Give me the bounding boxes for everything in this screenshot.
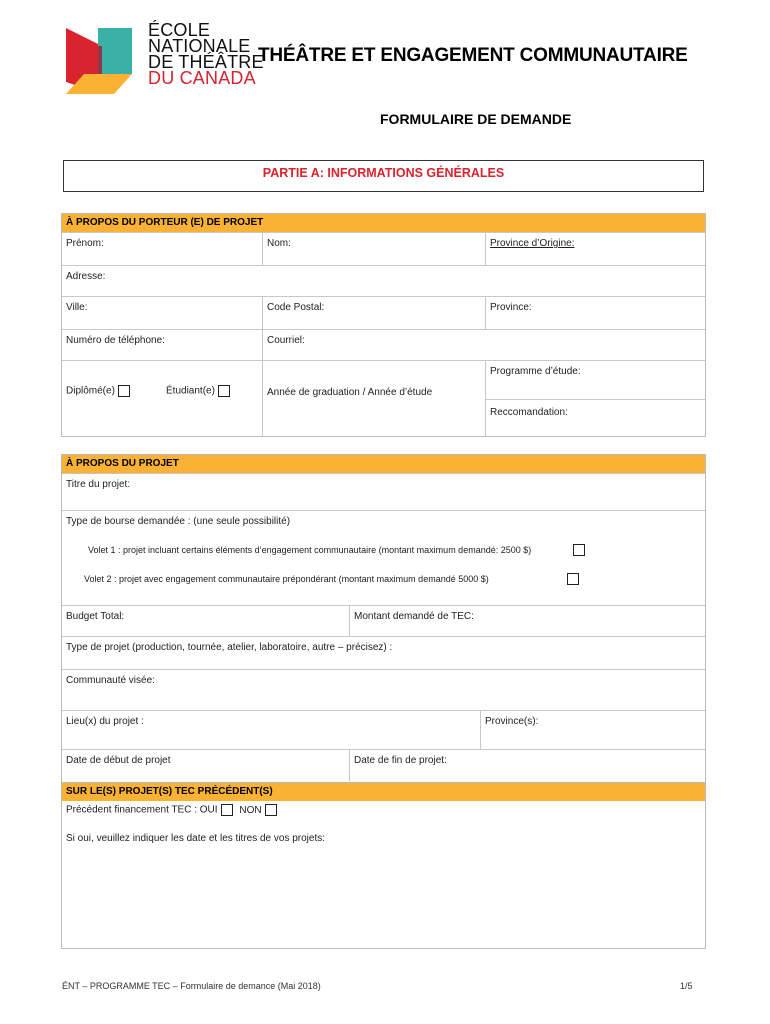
footer-text: ÉNT – PROGRAMME TEC – Formulaire de demance (Mai 2018) xyxy=(62,981,321,991)
financement-question xyxy=(66,804,277,816)
volet1-option[interactable] xyxy=(570,544,585,556)
budget-field[interactable]: Budget Total: xyxy=(66,611,125,622)
titre-field[interactable]: Titre du projet: xyxy=(66,479,131,490)
programme-field[interactable]: Programme d’étude: xyxy=(490,366,581,377)
nom-field[interactable]: Nom: xyxy=(267,238,291,249)
section-projet-heading: À PROPOS DU PROJET xyxy=(62,455,705,473)
type-projet-field[interactable]: Type de projet (production, tournée, atelier, laboratoire, autre – précisez) : xyxy=(66,642,393,653)
precedents-body xyxy=(62,801,705,941)
code-postal-field[interactable]: Code Postal: xyxy=(267,302,325,313)
montant-field[interactable]: Montant demandé de TEC: xyxy=(354,611,474,622)
communaute-field[interactable]: Communauté visée: xyxy=(66,675,155,686)
logo-line-3: DE THÉÂTRE xyxy=(148,52,264,72)
section-projet xyxy=(61,454,706,791)
ville-field[interactable]: Ville: xyxy=(66,302,88,313)
row-ville xyxy=(62,296,705,329)
courriel-field[interactable]: Courriel: xyxy=(267,335,305,346)
row-titre xyxy=(62,473,705,510)
section-porteur xyxy=(61,213,706,437)
row-contact xyxy=(62,329,705,360)
row-bourse xyxy=(62,510,705,605)
date-debut-field[interactable]: Date de début de projet xyxy=(66,755,171,766)
non-label: NON xyxy=(239,804,262,816)
logo-line-1: ÉCOLE xyxy=(148,20,211,40)
non-checkbox[interactable] xyxy=(265,804,277,816)
logo-line-2: NATIONALE xyxy=(148,36,251,56)
row-lieu xyxy=(62,710,705,749)
type-bourse-label: Type de bourse demandée : (une seule possibilité) xyxy=(66,516,291,527)
row-etudes xyxy=(62,360,705,436)
partie-a-box xyxy=(63,160,704,192)
prenom-field[interactable]: Prénom: xyxy=(66,238,104,249)
etudiant-checkbox[interactable] xyxy=(218,385,230,397)
row-adresse xyxy=(62,265,705,296)
row-communaute xyxy=(62,669,705,710)
volet2-label: Volet 2 : projet avec engagement communautaire prépondérant (montant maximum demandé 5000 $) xyxy=(84,574,489,584)
partie-a-label: PARTIE A: INFORMATIONS GÉNÉRALES xyxy=(262,166,505,180)
provinces-field[interactable]: Province(s): xyxy=(485,716,539,727)
volet1-label: Volet 1 : projet incluant certains éléments d’engagement communautaire (montant maximum demandé: 2500 $) xyxy=(88,545,532,555)
section-porteur-heading: À PROPOS DU PORTEUR (E) DE PROJET xyxy=(62,214,705,232)
date-fin-field[interactable]: Date de fin de projet: xyxy=(354,755,447,766)
financement-oui-label: Précédent financement TEC : OUI xyxy=(66,804,218,816)
page-title: THÉÂTRE ET ENGAGEMENT COMMUNAUTAIRE xyxy=(258,45,688,66)
diplome-checkbox[interactable] xyxy=(118,385,130,397)
adresse-field[interactable]: Adresse: xyxy=(66,271,106,282)
logo-line-4: DU CANADA xyxy=(148,68,256,88)
volet2-option[interactable] xyxy=(564,573,579,585)
page-number: 1/5 xyxy=(680,981,693,991)
diplome-label: Diplômé(e) xyxy=(66,385,115,397)
recommandation-field[interactable]: Reccomandation: xyxy=(490,407,568,418)
etudiant-option[interactable] xyxy=(166,385,230,397)
lieu-field[interactable]: Lieu(x) du projet : xyxy=(66,716,144,727)
telephone-field[interactable]: Numéro de téléphone: xyxy=(66,335,165,346)
volet1-checkbox[interactable] xyxy=(573,544,585,556)
row-budget xyxy=(62,605,705,636)
section-precedents xyxy=(61,782,706,949)
row-names xyxy=(62,232,705,265)
province-field[interactable]: Province: xyxy=(490,302,532,313)
si-oui-field[interactable]: Si oui, veuillez indiquer les date et les titres de vos projets: xyxy=(66,833,326,844)
row-type-projet xyxy=(62,636,705,669)
volet2-checkbox[interactable] xyxy=(567,573,579,585)
etudiant-label: Étudiant(e) xyxy=(166,385,215,397)
oui-checkbox[interactable] xyxy=(221,804,233,816)
province-origine-field[interactable]: Province d’Origine: xyxy=(490,238,575,249)
section-precedents-heading: SUR LE(S) PROJET(S) TEC PRÉCÉDENT(S) xyxy=(62,783,705,801)
logo-wordmark xyxy=(148,22,264,86)
form-subtitle: FORMULAIRE DE DEMANDE xyxy=(380,111,572,127)
diplome-option[interactable] xyxy=(66,385,130,397)
annee-field[interactable]: Année de graduation / Année d’étude xyxy=(267,387,433,398)
